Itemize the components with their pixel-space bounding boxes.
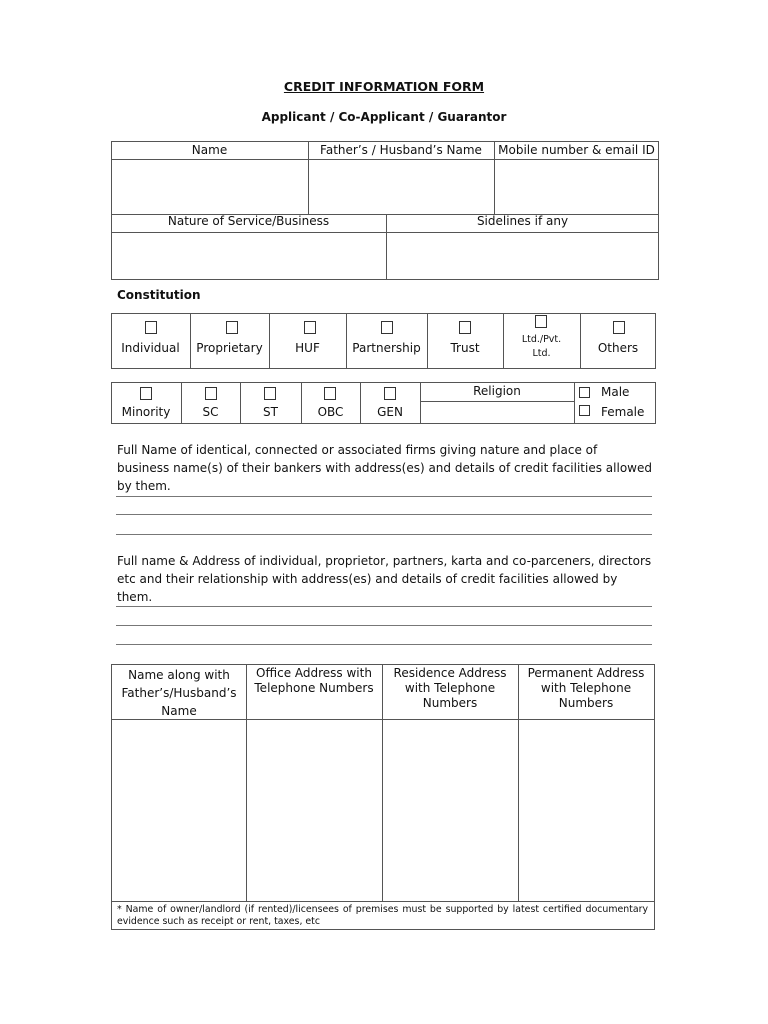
religion-label: Religion [473,384,521,398]
huf-checkbox[interactable] [304,321,316,334]
religion-field[interactable] [421,402,573,423]
father-husband-header: Father’s / Husband’s Name [320,143,482,157]
trust-label: Trust [450,341,480,355]
constitution-heading: Constitution [117,288,201,302]
ltd-label: Ltd. [532,348,551,359]
nature-of-business-field[interactable] [112,233,385,279]
form-title: CREDIT INFORMATION FORM [283,79,485,94]
answer-line[interactable] [116,514,652,515]
name-header: Name [191,143,228,157]
name-father-husband-header: Name along with Father’s/Husband’s Name [121,668,237,718]
individual-label: Individual [121,341,180,355]
name-father-husband-field[interactable] [112,720,245,900]
female-checkbox[interactable] [579,405,590,416]
nature-of-business-header: Nature of Service/Business [167,214,330,228]
permanent-address-field[interactable] [519,720,654,900]
others-label: Others [597,341,639,355]
partnership-checkbox[interactable] [381,321,393,334]
ltd-pvt-checkbox[interactable] [535,315,547,328]
office-address-header: Office Address with Telephone Numbers [254,666,374,695]
persons-details-paragraph: Full name & Address of individual, proprietor, partners, karta and co-parceners, directors etc and their relationship with address(es) and details of credit facilities allowed by them. [117,554,652,604]
form-subtitle: Applicant / Co-Applicant / Guarantor [261,110,507,124]
mobile-email-header: Mobile number & email ID [498,143,655,157]
premises-footnote: * Name of owner/landlord (if rented)/licensees of premises must be supported by latest certified documentary evidence such as receipt or rent, taxes, etc [117,904,648,927]
answer-line[interactable] [116,625,652,626]
obc-checkbox[interactable] [324,387,336,400]
gen-label: GEN [377,405,403,419]
residence-address-field[interactable] [383,720,517,900]
divider [574,382,575,424]
answer-line[interactable] [116,534,652,535]
name-field[interactable] [112,160,307,213]
sc-label: SC [202,405,219,419]
st-label: ST [263,405,278,419]
permanent-address-header: Permanent Address with Telephone Numbers [527,666,645,710]
female-label: Female [601,405,645,419]
sidelines-field[interactable] [387,233,658,279]
huf-label: HUF [295,341,320,355]
others-checkbox[interactable] [613,321,625,334]
male-label: Male [601,385,630,399]
residence-address-header: Residence Address with Telephone Numbers [393,666,507,710]
divider [111,901,655,902]
answer-line[interactable] [116,606,652,607]
proprietary-label: Proprietary [196,341,263,355]
minority-checkbox[interactable] [140,387,152,400]
father-husband-field[interactable] [309,160,493,213]
answer-line[interactable] [116,496,652,497]
sc-checkbox[interactable] [205,387,217,400]
individual-checkbox[interactable] [145,321,157,334]
sidelines-header: Sidelines if any [476,214,569,228]
proprietary-checkbox[interactable] [226,321,238,334]
associated-firms-paragraph: Full Name of identical, connected or associated firms giving nature and place of business name(s) of their bankers with address(es) and details of credit facilities allowed by them. [117,443,652,493]
office-address-field[interactable] [247,720,381,900]
st-checkbox[interactable] [264,387,276,400]
answer-line[interactable] [116,644,652,645]
minority-label: Minority [121,405,171,419]
partnership-label: Partnership [352,341,421,355]
male-checkbox[interactable] [579,387,590,398]
ltd-pvt-label: Ltd./Pvt. [521,334,562,345]
mobile-email-field[interactable] [495,160,658,213]
gen-checkbox[interactable] [384,387,396,400]
trust-checkbox[interactable] [459,321,471,334]
obc-label: OBC [317,405,344,419]
